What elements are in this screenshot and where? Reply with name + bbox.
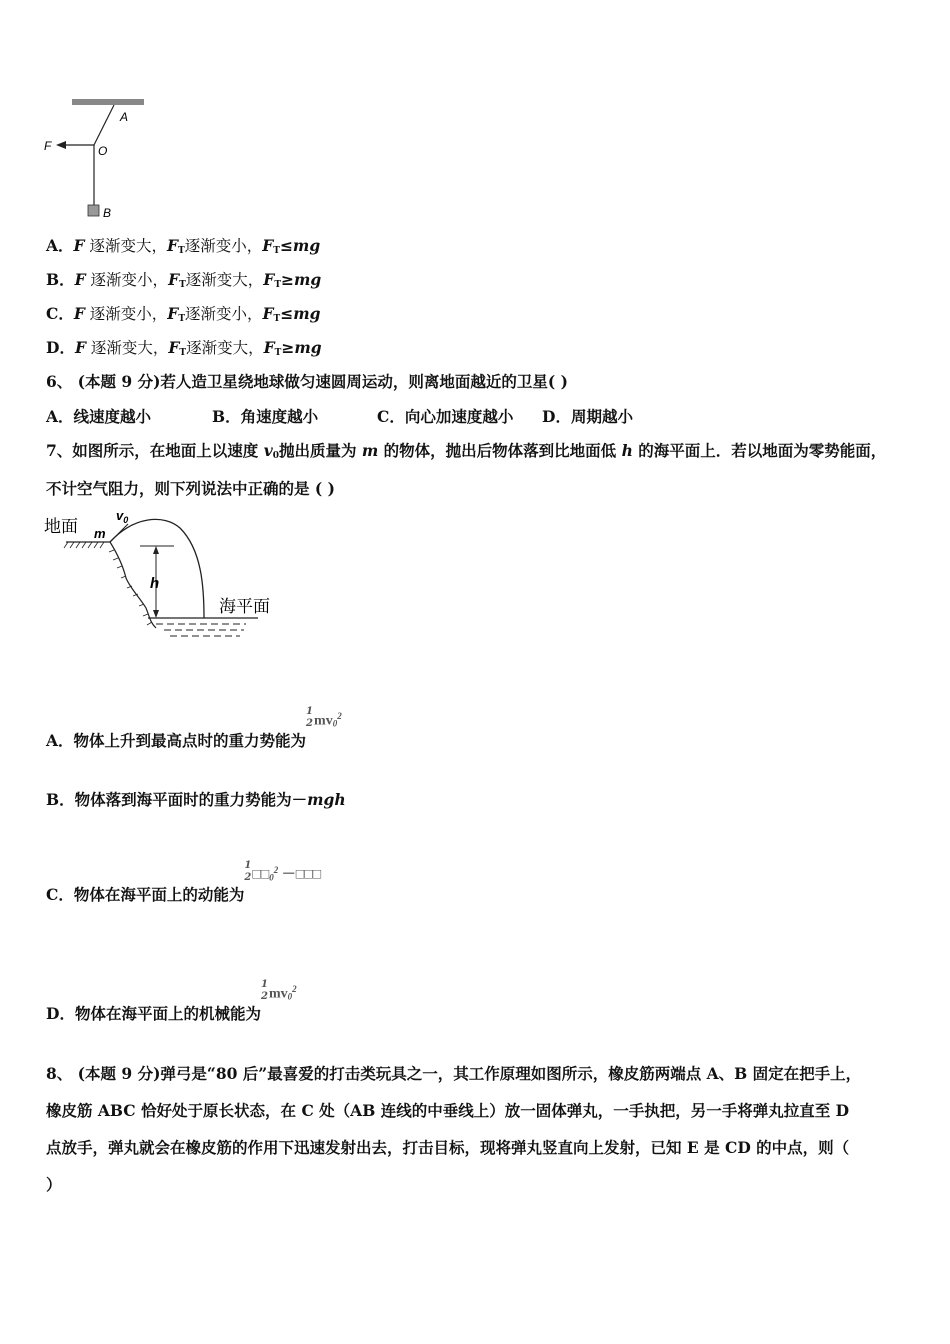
fig-mass-label: m [94,526,106,541]
label-f: F [44,139,52,153]
q7-stem-line2: 不计空气阻力，则下列说法中正确的是 ( ) [46,479,335,498]
option-letter: A． [46,236,74,255]
q5-option-b: B．F 逐渐变小，$F_T$逐渐变大，$F_T\ge mg$ [46,270,322,290]
h-arrow-down [153,610,159,618]
q6-option-c: C．向心加速度越小 [377,407,514,426]
q7-stem-line1: 7、如图所示，在地面上以速度 $v_0$抛出质量为 m 的物体，抛出后物体落到比地面低 h 的海平面上．若以地面为零势能面， [46,441,887,461]
fig-sea-label: 海平面 [219,597,270,616]
fig-ground-label: 地面 [44,517,78,536]
q8-stem-line3: 点放手，弹丸就会在橡皮筋的作用下迅速发射出去，打击目标，现将弹丸竖直向上发射，已知 E 是 CD 的中点，则（ [46,1138,850,1157]
q8-stem-line4: ） [46,1175,62,1194]
q7-option-c: C．物体在海平面上的动能为 1 2 $□□_0^2$ －□□□ [46,856,364,905]
rope-oa [94,105,114,145]
ground-hatch [64,542,104,548]
weight-block [88,205,99,216]
figure-projectile [44,508,284,643]
force-arrowhead [56,141,66,149]
formula-half-mv0-squared: 1 2 $mv_0^2$ [306,706,342,729]
figure-force-diagram [40,95,150,225]
sea-dashes [156,624,246,636]
q6-option-a: A．线速度越小 [46,407,152,426]
option-letter: D． [46,338,75,357]
label-a: A [120,110,129,124]
q6-option-d: D．周期越小 [542,407,633,426]
formula-mechanical-energy: 1 2 $mv_0^2$ [260,979,297,1002]
cliff-hatch [109,550,152,625]
q6-option-b: B．角速度越小 [212,407,319,426]
q6-stem: 6、 (本题 9 分)若人造卫星绕地球做匀速圆周运动，则离地面越近的卫星( ) [46,372,568,391]
q5-option-d: D．F 逐渐变大，$F_T$逐渐变大，$F_T\ge mg$ [46,338,322,358]
q5-option-a: A．F 逐渐变大，$F_T$逐渐变小，$F_T\le mg$ [46,236,321,256]
v0-arrow [110,524,128,542]
ceiling-bar [72,99,144,105]
trajectory [110,519,204,618]
option-letter: C． [46,304,74,323]
q8-stem-line1: 8、 (本题 9 分)弹弓是“80 后”最喜爱的打击类玩具之一，其工作原理如图所示，橡皮筋两端点 A、B 固定在把手上， [46,1064,862,1083]
h-arrow-up [153,546,159,554]
label-b: B [103,206,112,220]
formula-kinetic-energy: 1 2 $□□_0^2$ －□□□ [244,860,322,883]
option-letter: B． [46,270,75,289]
fig-h-label: h [150,575,160,592]
q8-stem-line2: 橡皮筋 ABC 恰好处于原长状态，在 C 处（AB 连线的中垂线上）放一固体弹丸，一手执把，另一手将弹丸拉直至 D [46,1101,850,1120]
label-o: O [98,144,108,158]
q7-option-b: B．物体落到海平面时的重力势能为－mgh [46,790,346,809]
q7-option-a: A．物体上升到最高点时的重力势能为 1 2 $mv_0^2$ [46,702,376,751]
q5-option-c: C．F 逐渐变小，$F_T$逐渐变小，$F_T\le mg$ [46,304,321,324]
fig-v0-label: $v_0$ [116,508,129,525]
q7-option-d: D．物体在海平面上的机械能为 1 2 $mv_0^2$ [46,975,331,1024]
